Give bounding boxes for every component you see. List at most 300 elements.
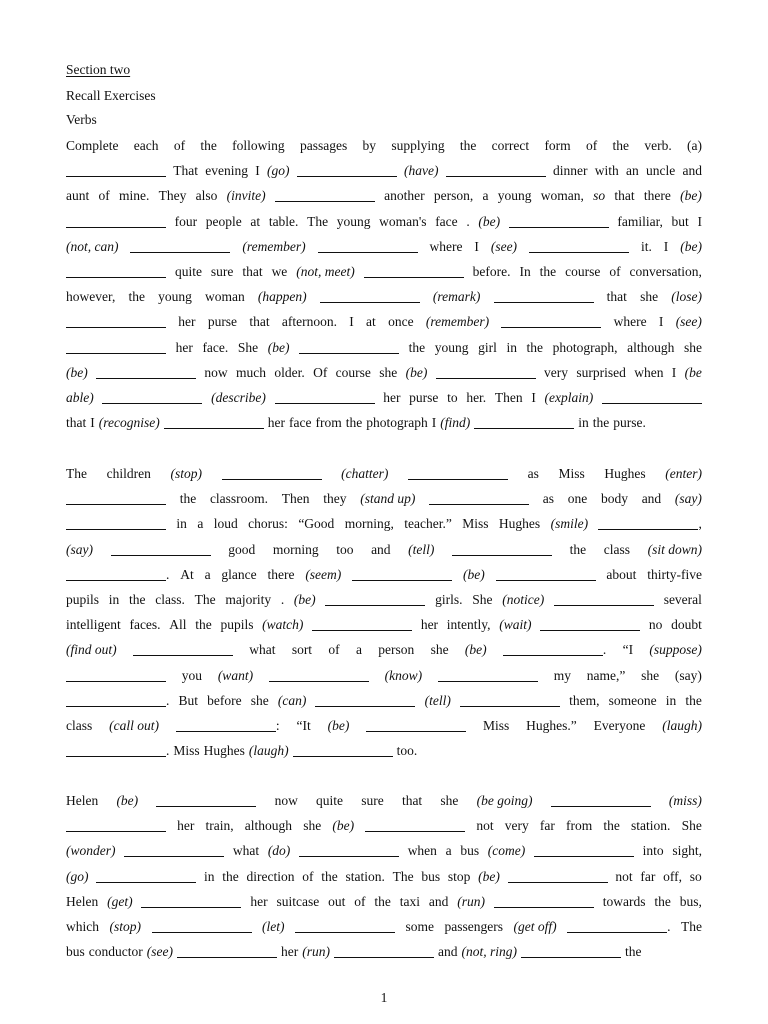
answer-blank[interactable] [66,516,166,530]
answer-blank[interactable] [164,415,264,429]
word: quite [316,793,344,808]
passage-line [66,461,702,486]
answer-blank[interactable] [124,843,224,857]
word: to [447,389,458,405]
word: the [569,541,587,557]
answer-blank[interactable] [222,466,322,480]
passage-2 [66,461,702,763]
word: person, [433,188,474,204]
verb-cue: (lose) [671,289,702,305]
word: and [428,893,449,909]
answer-blank[interactable] [529,239,629,253]
answer-blank[interactable] [501,314,601,328]
answer-blank[interactable] [66,491,166,505]
blank-group [130,234,230,259]
verb-cue: (miss) [668,793,702,808]
word: thirty-five [647,566,702,582]
answer-blank[interactable] [66,693,166,707]
word: morning [272,541,319,557]
word: her [177,818,195,834]
verb-cue: (tell) [424,692,451,708]
word: class [66,717,93,733]
blank-group [446,158,546,183]
word: in [108,591,120,607]
verb-cue: (explain) [544,389,594,405]
blank-group [66,158,166,183]
word: she [440,793,459,808]
word: too [336,541,354,557]
word: familiar, [617,213,663,229]
answer-blank[interactable] [446,163,546,177]
word: so [689,868,702,884]
verb-cue: (get off) [513,918,557,934]
blank-group [315,688,415,713]
word: young [336,213,371,229]
word: once [388,314,414,330]
word: course [335,364,371,380]
word: the [612,138,630,153]
blank-group [602,385,702,410]
word: purse [207,314,238,330]
word: although [627,339,675,355]
answer-blank[interactable] [508,869,608,883]
word: quite [174,263,202,279]
verb-cue: (be) [66,364,88,380]
answer-blank[interactable] [141,894,241,908]
blank-group: : [176,713,280,738]
passage-line [66,259,702,284]
word: sort [291,642,313,658]
word: young [497,188,532,204]
word: stop [447,868,471,884]
word: Helen [66,793,99,808]
word: it. [640,238,652,254]
answer-blank[interactable] [66,163,166,177]
word: the [129,591,146,607]
passage-line [66,738,702,763]
verb-cue: (see) [146,944,173,960]
word: the [654,893,671,909]
word: teacher.” [404,516,452,532]
word: as [542,491,555,507]
blank-group [66,511,166,536]
word: the [603,818,620,834]
word: I [349,314,354,330]
word: purse [409,389,439,405]
word: children [106,466,151,481]
word: also [195,188,218,204]
answer-blank[interactable] [133,642,233,656]
word: girls. [435,591,463,607]
word: another [384,188,425,204]
answer-blank[interactable] [176,718,276,732]
blank-group [96,360,196,385]
passage-line [66,864,702,889]
word: of [585,138,598,153]
answer-blank[interactable] [297,163,397,177]
word: but [671,213,689,229]
word: and [437,944,458,960]
answer-blank[interactable] [496,567,596,581]
word: face [435,213,458,229]
answer-blank[interactable] [312,617,412,631]
word: The [680,918,702,934]
answer-blank[interactable] [156,793,256,807]
verb-cue: (be) [680,188,702,204]
answer-blank[interactable] [503,642,603,656]
blank-group [96,864,196,889]
word: photograph, [552,339,618,355]
blank-group [66,335,166,360]
answer-blank[interactable] [66,264,166,278]
word: afternoon. [281,314,337,330]
blank-group [365,813,465,838]
word: face. [202,339,229,355]
word: of [302,868,314,884]
answer-blank[interactable] [177,944,277,958]
word: them, [569,692,600,708]
passage-line [66,360,702,385]
word: They [158,188,187,204]
verb-cue: (do) [267,843,291,859]
answer-blank[interactable] [540,617,640,631]
passage-line [66,612,702,637]
word: body [600,491,628,507]
verb-cue: (have) [404,163,439,179]
verb-cue: (go) [267,163,290,179]
word: mine. [119,188,150,204]
answer-blank[interactable] [111,542,211,556]
answer-blank[interactable] [365,818,465,832]
word: older. [274,364,305,380]
answer-blank[interactable] [275,188,375,202]
blank-group [66,663,166,688]
word: following [232,138,285,153]
answer-blank[interactable] [494,289,594,303]
word: course [565,263,601,279]
verb-cue: (be) [332,818,355,834]
passage-line [66,562,702,587]
word: the [624,944,642,960]
word: evening [205,163,248,179]
answer-blank[interactable] [295,919,395,933]
answer-blank[interactable] [66,567,166,581]
word: correct [491,138,530,153]
answer-blank[interactable] [66,214,166,228]
word: the [459,138,477,153]
word: a [355,642,362,658]
verb-cue: (be) [464,642,487,658]
word: dinner [552,163,588,179]
verb-cue: (remember) [425,314,490,330]
word: pupils [220,617,254,633]
verb-cue: (find out) [66,642,117,658]
word: I [671,364,677,380]
word: however, [66,289,116,305]
word: when [407,843,437,859]
blank-group [318,234,418,259]
answer-blank[interactable] [334,944,434,958]
answer-blank[interactable] [320,289,420,303]
word: there [267,566,295,582]
blank-group [429,486,529,511]
answer-blank[interactable] [460,693,560,707]
blank-group [352,562,452,587]
word: Hughes [203,743,245,759]
verb-cue: (enter) [665,466,702,481]
word: aunt [66,188,90,204]
word: surprised [576,364,626,380]
word: “I [622,642,634,658]
word: the [408,339,426,355]
answer-blank[interactable] [534,843,634,857]
blank-group [501,309,601,334]
word: of [173,138,186,153]
word: direction [246,868,295,884]
verb-cue: able) [66,389,94,405]
word: the [195,617,212,633]
blank-group [460,688,560,713]
passage-line [66,183,702,208]
blank-group [540,612,640,637]
word: in [506,339,517,355]
word: intelligent [66,617,121,633]
word: Everyone [593,717,646,733]
verb-cue: (let) [262,918,285,934]
word: supplying [391,138,445,153]
answer-blank[interactable] [66,340,166,354]
word: a [482,188,489,204]
word: the [592,415,610,431]
answer-blank[interactable] [602,390,702,404]
word: one [567,491,588,507]
word: and [371,541,391,557]
word: uncle [646,163,676,179]
word: before. [472,263,511,279]
answer-blank[interactable] [66,818,166,832]
blank-group [334,939,434,964]
word: what [232,843,260,859]
word: bus [66,944,85,960]
answer-blank[interactable] [275,390,375,404]
passage-line [66,309,702,334]
verb-cue: (wonder) [66,843,116,859]
verb-cue: (know) [384,667,423,683]
word: where [613,314,647,330]
answer-blank[interactable] [521,944,621,958]
word: (a) [687,138,702,153]
verb-cue: (run) [302,944,330,960]
verb-cue: (stop) [109,918,141,934]
word: chorus: [248,516,288,532]
blank-group [66,209,166,234]
answer-blank[interactable] [438,668,538,682]
word: in [204,868,215,884]
verb-cue: (not, meet) [296,263,355,279]
blank-group [364,259,464,284]
passage-line [66,284,702,309]
word: purse. [613,415,646,431]
answer-blank[interactable] [152,919,252,933]
answer-blank[interactable] [554,592,654,606]
verb-cue: (recognise) [98,415,160,431]
verb-cue: (notice) [502,591,545,607]
answer-blank[interactable] [366,718,466,732]
answer-blank[interactable] [551,793,651,807]
word: Miss [483,717,510,733]
word: the [222,868,239,884]
word: woman [205,289,245,305]
verbs-heading: Verbs [66,112,97,127]
word: by [362,138,377,153]
word: All [169,617,187,633]
word: (say) [674,667,702,683]
answer-blank[interactable] [364,264,464,278]
word: I [90,415,95,431]
answer-blank[interactable] [66,668,166,682]
word: I [531,389,536,405]
word: class [603,541,630,557]
verb-cue: (be going) [476,793,533,808]
blank-group [66,259,166,284]
passage-line [66,234,702,259]
verb-cue: (be) [462,566,485,582]
word: suitcase [276,893,320,909]
word: in [665,692,677,708]
answer-blank[interactable] [96,869,196,883]
blank-group [156,788,256,813]
answer-blank[interactable] [494,894,594,908]
word: She [472,591,493,607]
word: an [626,163,639,179]
word: that [66,415,87,431]
word: . [466,213,470,229]
word: I [658,314,664,330]
word: station. [631,818,671,834]
passage-line [66,537,702,562]
answer-blank[interactable] [567,919,667,933]
answer-blank[interactable] [325,592,425,606]
word: Of [313,364,328,380]
word: of [98,188,110,204]
answer-blank[interactable] [429,491,529,505]
verb-cue: (laugh) [662,717,702,733]
word: a [445,843,452,859]
word: you [181,667,203,683]
answer-blank[interactable] [352,567,452,581]
word: my [553,667,571,683]
passage-line [66,410,702,435]
word: in [176,516,187,532]
word: form [544,138,571,153]
word: the [321,868,338,884]
answer-blank[interactable] [293,743,393,757]
verb-cue: (suppose) [649,642,702,658]
word: as [527,466,539,481]
word: now [204,364,228,380]
word: Miss [173,743,200,759]
word: off, [663,868,683,884]
answer-blank[interactable] [130,239,230,253]
answer-blank[interactable] [66,314,166,328]
answer-blank[interactable] [509,214,609,228]
answer-blank[interactable] [299,340,399,354]
word: she [641,667,660,683]
passage-line [66,788,702,813]
word: taxi [399,893,420,909]
word: into [642,843,664,859]
blank-group [320,284,420,309]
verb-cue: (not, can) [66,238,119,254]
blank-group [494,284,594,309]
word: towards [602,893,646,909]
word: from [566,818,593,834]
word: “It [296,717,311,733]
verb-cue: (be) [116,793,139,808]
word: Complete [66,138,119,153]
word: which [66,918,99,934]
verb-cue: (be) [478,868,500,884]
verb-cue: (be) [293,591,316,607]
word: sure [210,263,234,279]
word: train, [205,818,234,834]
answer-blank[interactable] [318,239,418,253]
word: in [578,415,589,431]
word: bus [460,843,480,859]
blank-group: , [598,511,701,536]
answer-blank[interactable] [408,466,508,480]
word: her [383,389,401,405]
word: a [204,566,211,582]
blank-group [102,385,202,410]
word: doubt [671,617,702,633]
verb-cue: (get) [107,893,133,909]
passage-line [66,838,702,863]
word: she [250,692,269,708]
word: face [288,415,312,431]
word: station. [345,868,385,884]
word: the [539,263,557,279]
word: no [648,617,663,633]
word: At [180,566,194,582]
passage-line [66,713,702,738]
answer-blank[interactable] [452,542,552,556]
answer-blank[interactable] [299,843,399,857]
passage-line [66,688,702,713]
verb-cue: (be) [267,339,290,355]
word: from [315,415,342,431]
word: the [128,289,145,305]
word: much [236,364,267,380]
verb-cue: (come) [487,843,526,859]
verb-cue: (say) [66,541,93,557]
blank-group [133,637,233,662]
word: four [174,213,198,229]
word: of [328,642,340,658]
answer-blank[interactable] [269,668,369,682]
answer-blank[interactable] [96,365,196,379]
answer-blank[interactable] [102,390,202,404]
blank-group [474,410,574,435]
answer-blank[interactable] [598,516,698,530]
word: Then [281,491,310,507]
answer-blank[interactable] [66,743,166,757]
answer-blank[interactable] [474,415,574,429]
word: far [539,818,555,834]
answer-blank[interactable] [436,365,536,379]
answer-blank[interactable] [315,693,415,707]
word: sight, [672,843,702,859]
